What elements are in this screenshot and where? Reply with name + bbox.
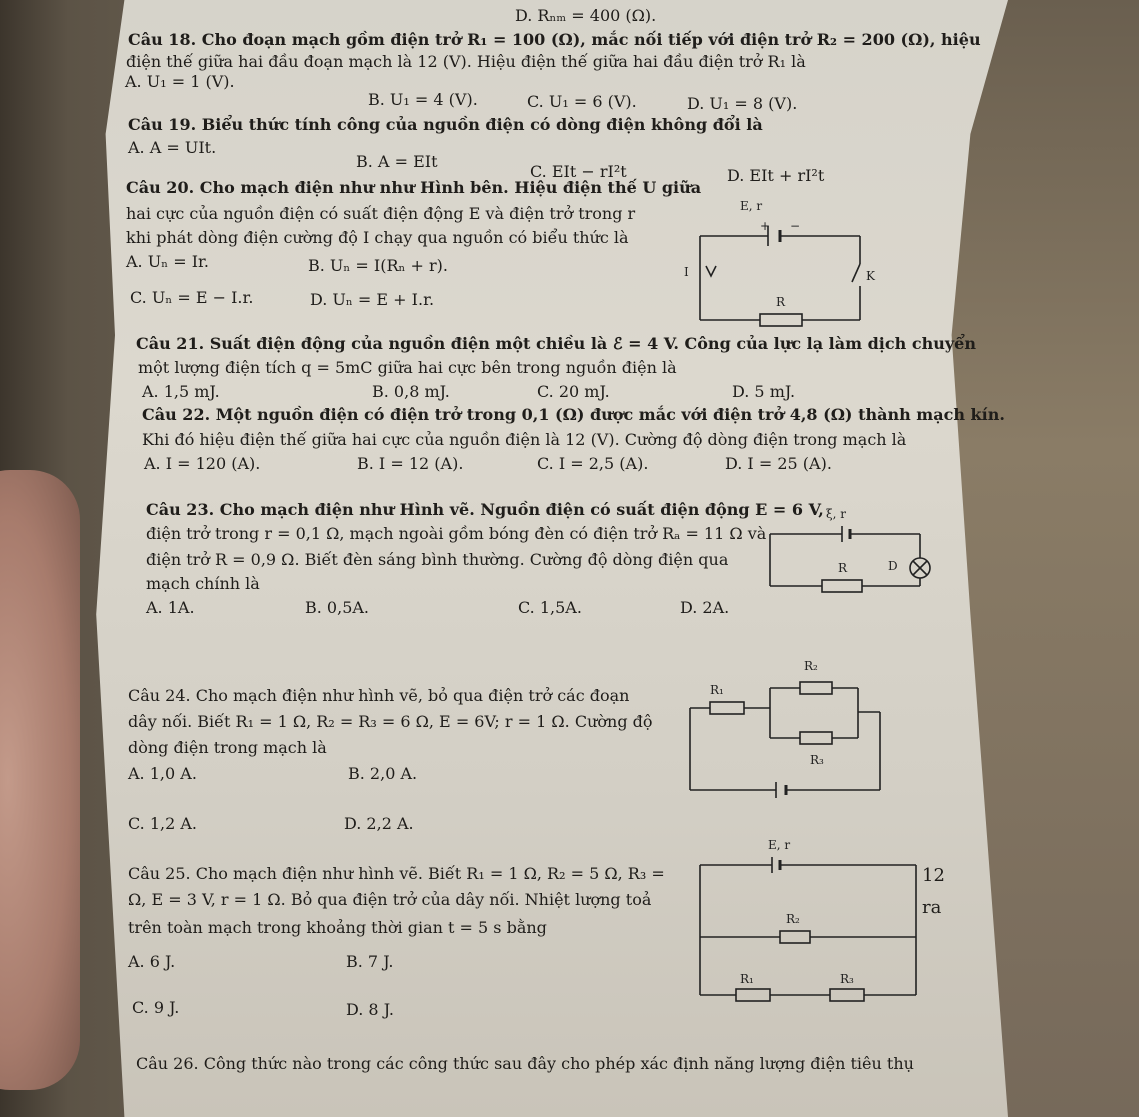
q20-circuit-diagram [680, 200, 880, 330]
text-line-l9b: B. Uₙ = I(Rₙ + r). [308, 256, 448, 275]
q20-label-k: K [866, 269, 875, 283]
margin-note-ra: ra [922, 897, 942, 918]
text-line-l13d: D. 5 mJ. [732, 382, 796, 401]
text-line-l11: Câu 21. Suất điện động của nguồn điện một chiều là ℰ = 4 V. Công của lực lạ làm dịch chuyển [136, 334, 976, 353]
text-line-l22: Câu 24. Cho mạch điện như hình vẽ, bỏ qua điện trở các đoạn [128, 686, 630, 705]
q25-label-er: E, r [768, 838, 791, 852]
q25-circuit-diagram [700, 838, 920, 1005]
text-line-l3b: B. U₁ = 4 (V). [368, 90, 478, 109]
text-line-l27: Câu 25. Cho mạch điện như hình vẽ. Biết R₁ = 1 Ω, R₂ = 5 Ω, R₃ = [128, 864, 665, 883]
text-line-l29: trên toàn mạch trong khoảng thời gian t = 5 s bằng [128, 918, 547, 937]
text-line-l24: dòng điện trong mạch là [128, 738, 327, 757]
text-line-l7: hai cực của nguồn điện có suất điện động E và điện trở trong r [126, 204, 636, 223]
text-line-l18: điện trở trong r = 0,1 Ω, mạch ngoài gồm bóng đèn có điện trở Rₐ = 11 Ω và [146, 524, 767, 543]
q23-circuit-diagram [770, 507, 940, 600]
q24-label-r3: R₃ [810, 753, 824, 767]
q25-label-r2: R₂ [786, 912, 800, 926]
text-line-l30b: B. 7 J. [346, 952, 394, 971]
text-line-l21b: B. 0,5A. [305, 598, 370, 617]
q20-label-plus: + [760, 219, 771, 233]
q24-circuit-diagram [690, 650, 890, 800]
q20-label-i: I [684, 265, 689, 279]
text-line-l16d: D. I = 25 (A). [725, 454, 832, 473]
text-line-l21a: A. 1A. [146, 598, 195, 617]
q25-label-r1: R₁ [740, 972, 754, 986]
text-line-l1: Câu 18. Cho đoạn mạch gồm điện trở R₁ = 100 (Ω), mắc nối tiếp với điện trở R₂ = 200 (Ω), hiệu [128, 30, 981, 49]
text-line-l26a: C. 1,2 A. [128, 814, 198, 833]
text-line-l9a: A. Uₙ = Ir. [126, 252, 210, 271]
text-line-l3d: D. U₁ = 8 (V). [687, 94, 798, 113]
text-line-l25a: A. 1,0 A. [128, 764, 197, 783]
text-line-l12: một lượng điện tích q = 5mC giữa hai cực bên trong nguồn điện là [138, 358, 677, 377]
text-line-l28: Ω, E = 3 V, r = 1 Ω. Bỏ qua điện trở của dây nối. Nhiệt lượng toả [128, 890, 652, 909]
text-line-l15: Khi đó hiệu điện thế giữa hai cực của nguồn điện là 12 (V). Cường độ dòng điện trong mạch là [142, 430, 907, 449]
text-line-l14: Câu 22. Một nguồn điện có điện trở trong 0,1 (Ω) được mắc với điện trở 4,8 (Ω) thành mạch kín. [142, 405, 1005, 424]
text-line-l13c: C. 20 mJ. [537, 382, 610, 401]
q20-label-minus: − [790, 219, 801, 233]
text-line-l21c: C. 1,5A. [518, 598, 582, 617]
text-line-l0: D. Rₙₘ = 400 (Ω). [515, 6, 657, 25]
q24-label-r2: R₂ [804, 659, 818, 673]
q23-label-r: R [838, 561, 848, 575]
text-line-l4: Câu 19. Biểu thức tính công của nguồn điện có dòng điện không đổi là [128, 115, 763, 134]
text-line-l16c: C. I = 2,5 (A). [537, 454, 649, 473]
text-line-l5a: A. A = UIt. [128, 138, 217, 157]
text-line-l13a: A. 1,5 mJ. [142, 382, 220, 401]
text-line-l2: điện thế giữa hai đầu đoạn mạch là 12 (V). Hiệu điện thế giữa hai đầu điện trở R₁ là [126, 52, 806, 71]
text-line-l32: Câu 26. Công thức nào trong các công thức sau đây cho phép xác định năng lượng điện tiêu thụ [136, 1054, 914, 1073]
text-line-l16a: A. I = 120 (A). [144, 454, 261, 473]
q23-label-er: ξ, r [826, 507, 846, 521]
text-line-l23: dây nối. Biết R₁ = 1 Ω, R₂ = R₃ = 6 Ω, E = 6V; r = 1 Ω. Cường độ [128, 712, 653, 731]
hand-thumb [0, 470, 80, 1090]
text-line-l20: mạch chính là [146, 574, 260, 593]
text-line-l3a: A. U₁ = 1 (V). [125, 72, 235, 91]
q20-label-er: E, r [740, 199, 763, 213]
text-line-l19: điện trở R = 0,9 Ω. Biết đèn sáng bình thường. Cường độ dòng điện qua [146, 550, 729, 569]
text-line-l10a: C. Uₙ = E − I.r. [130, 288, 254, 307]
text-line-l5c: C. EIt − rI²t [530, 162, 627, 181]
text-line-l3c: C. U₁ = 6 (V). [527, 92, 637, 111]
text-line-l17: Câu 23. Cho mạch điện như Hình vẽ. Nguồn điện có suất điện động E = 6 V, [146, 500, 824, 519]
q24-label-r1: R₁ [710, 683, 724, 697]
text-line-l5d: D. EIt + rI²t [727, 166, 825, 185]
text-line-l30a: A. 6 J. [128, 952, 176, 971]
text-line-l31a: C. 9 J. [132, 998, 180, 1017]
text-line-l21d: D. 2A. [680, 598, 730, 617]
q25-label-r3: R₃ [840, 972, 854, 986]
text-line-l5b: B. A = EIt [356, 152, 438, 171]
q20-label-r: R [776, 295, 786, 309]
text-line-l8: khi phát dòng điện cường độ I chạy qua nguồn có biểu thức là [126, 228, 629, 247]
text-line-l16b: B. I = 12 (A). [357, 454, 464, 473]
margin-note-12: 12 [922, 865, 945, 886]
text-line-l26b: D. 2,2 A. [344, 814, 414, 833]
text-line-l13b: B. 0,8 mJ. [372, 382, 450, 401]
text-line-l31b: D. 8 J. [346, 1000, 394, 1019]
text-line-l10b: D. Uₙ = E + I.r. [310, 290, 435, 309]
q23-label-d: D [888, 559, 898, 573]
text-line-l6: Câu 20. Cho mạch điện như như Hình bên. Hiệu điện thế U giữa [126, 178, 702, 197]
text-line-l25b: B. 2,0 A. [348, 764, 418, 783]
